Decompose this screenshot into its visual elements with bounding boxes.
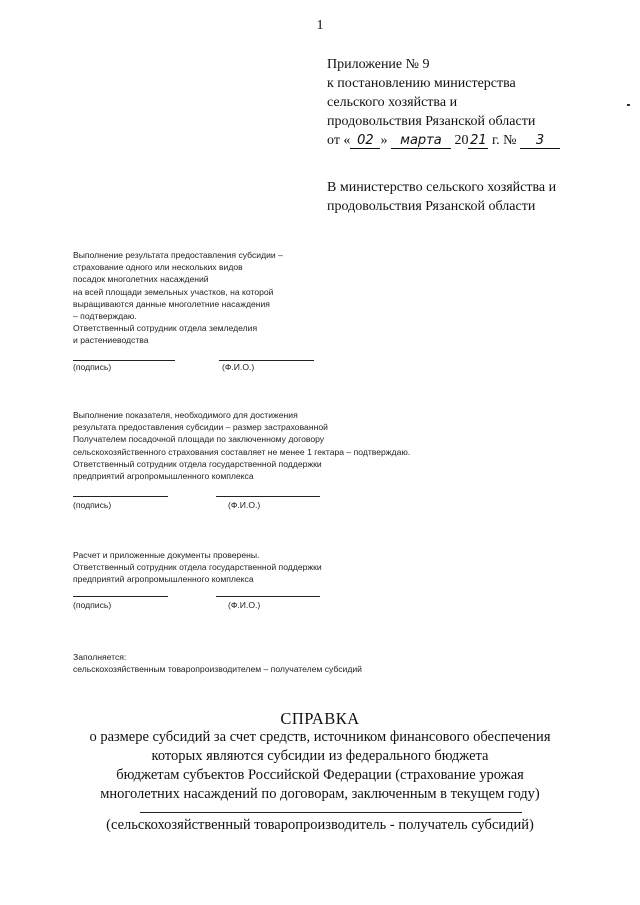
signature-caption: (подпись) bbox=[73, 362, 112, 372]
block1-line: Выполнение результата предоставления субсидии – bbox=[73, 250, 283, 260]
certificate-line: о размере субсидий за счет средств, источником финансового обеспечения bbox=[89, 729, 551, 745]
signature-line bbox=[73, 360, 175, 361]
handwritten-month: марта bbox=[391, 134, 451, 149]
handwritten-number: 3 bbox=[520, 134, 560, 149]
handwritten-year: 21 bbox=[470, 133, 487, 148]
block1-line: Ответственный сотрудник отдела земледелия bbox=[73, 323, 258, 334]
verification-block bbox=[73, 549, 322, 586]
signature-caption: (подпись) bbox=[73, 600, 112, 610]
fio-caption: (Ф.И.О.) bbox=[228, 600, 261, 610]
block3-line: Ответственный сотрудник отдела государственной поддержки bbox=[73, 562, 322, 573]
date-mid: » bbox=[380, 133, 388, 148]
fill-note-text: сельскохозяйственным товаропроизводителем – получателем субсидий bbox=[73, 664, 362, 675]
block1-line: страхование одного или нескольких видов bbox=[73, 262, 243, 273]
page-number: 1 bbox=[316, 18, 324, 33]
recipient-caption: (сельскохозяйственный товаропроизводитель - получатель субсидий) bbox=[106, 817, 534, 833]
block1-line: – подтверждаю. bbox=[73, 311, 137, 322]
handwritten-day: 02 bbox=[350, 134, 380, 149]
block2-line: Получателем посадочной площади по заключенному договору bbox=[73, 434, 325, 445]
signature-line bbox=[73, 496, 168, 497]
fill-note-label: Заполняется: bbox=[73, 652, 127, 662]
certificate-subtitle bbox=[0, 728, 640, 804]
recipient-name-line bbox=[140, 812, 522, 813]
block3-line: предприятий агропромышленного комплекса bbox=[73, 574, 254, 585]
block2-line: результата предоставления субсидии – размер застрахованной bbox=[73, 422, 328, 433]
block2-line: Ответственный сотрудник отдела государственной поддержки bbox=[73, 458, 322, 469]
date-prefix: от « bbox=[327, 133, 351, 148]
certificate-line: бюджетам субъектов Российской Федерации (страхование урожая bbox=[116, 767, 524, 783]
year-prefix: 20 bbox=[454, 133, 469, 148]
signature-line bbox=[73, 596, 168, 597]
appendix-header bbox=[327, 55, 560, 150]
certificate-line: которых являются субсидии из федерального бюджета bbox=[151, 748, 489, 764]
number-prefix: г. № bbox=[491, 133, 517, 148]
addressee bbox=[327, 178, 556, 216]
fio-caption: (Ф.И.О.) bbox=[228, 500, 261, 510]
addressee-line: продовольствия Рязанской области bbox=[327, 199, 536, 214]
block1-line: и растениеводства bbox=[73, 335, 149, 346]
block2-line: предприятий агропромышленного комплекса bbox=[73, 471, 254, 482]
fio-line bbox=[219, 360, 314, 361]
block1-line: на всей площади земельных участков, на которой bbox=[73, 286, 274, 297]
fio-caption: (Ф.И.О.) bbox=[222, 362, 255, 372]
scan-mark bbox=[627, 104, 630, 106]
confirmation-block-1 bbox=[73, 249, 283, 347]
certificate-line: многолетних насаждений по договорам, заключенным в текущем году) bbox=[100, 786, 540, 802]
fio-line bbox=[216, 496, 320, 497]
appendix-title: Приложение № 9 bbox=[327, 57, 430, 72]
block2-line: Выполнение показателя, необходимого для достижения bbox=[73, 410, 298, 420]
fio-line bbox=[216, 596, 320, 597]
block1-line: посадок многолетних насаждений bbox=[73, 274, 209, 285]
certificate-title: СПРАВКА bbox=[280, 709, 360, 728]
signature-caption: (подпись) bbox=[73, 500, 112, 510]
appendix-date-line bbox=[327, 131, 560, 150]
block3-line: Расчет и приложенные документы проверены. bbox=[73, 550, 260, 560]
block2-line: сельскохозяйственного страхования составляет не менее 1 гектара – подтверждаю. bbox=[73, 446, 411, 457]
appendix-line: к постановлению министерства bbox=[327, 76, 516, 91]
block1-line: выращиваются данные многолетние насаждения bbox=[73, 298, 270, 309]
fill-note bbox=[73, 651, 362, 675]
appendix-line: сельского хозяйства и bbox=[327, 95, 458, 110]
confirmation-block-2 bbox=[73, 409, 410, 482]
addressee-line: В министерство сельского хозяйства и bbox=[327, 180, 557, 195]
appendix-line: продовольствия Рязанской области bbox=[327, 114, 536, 129]
